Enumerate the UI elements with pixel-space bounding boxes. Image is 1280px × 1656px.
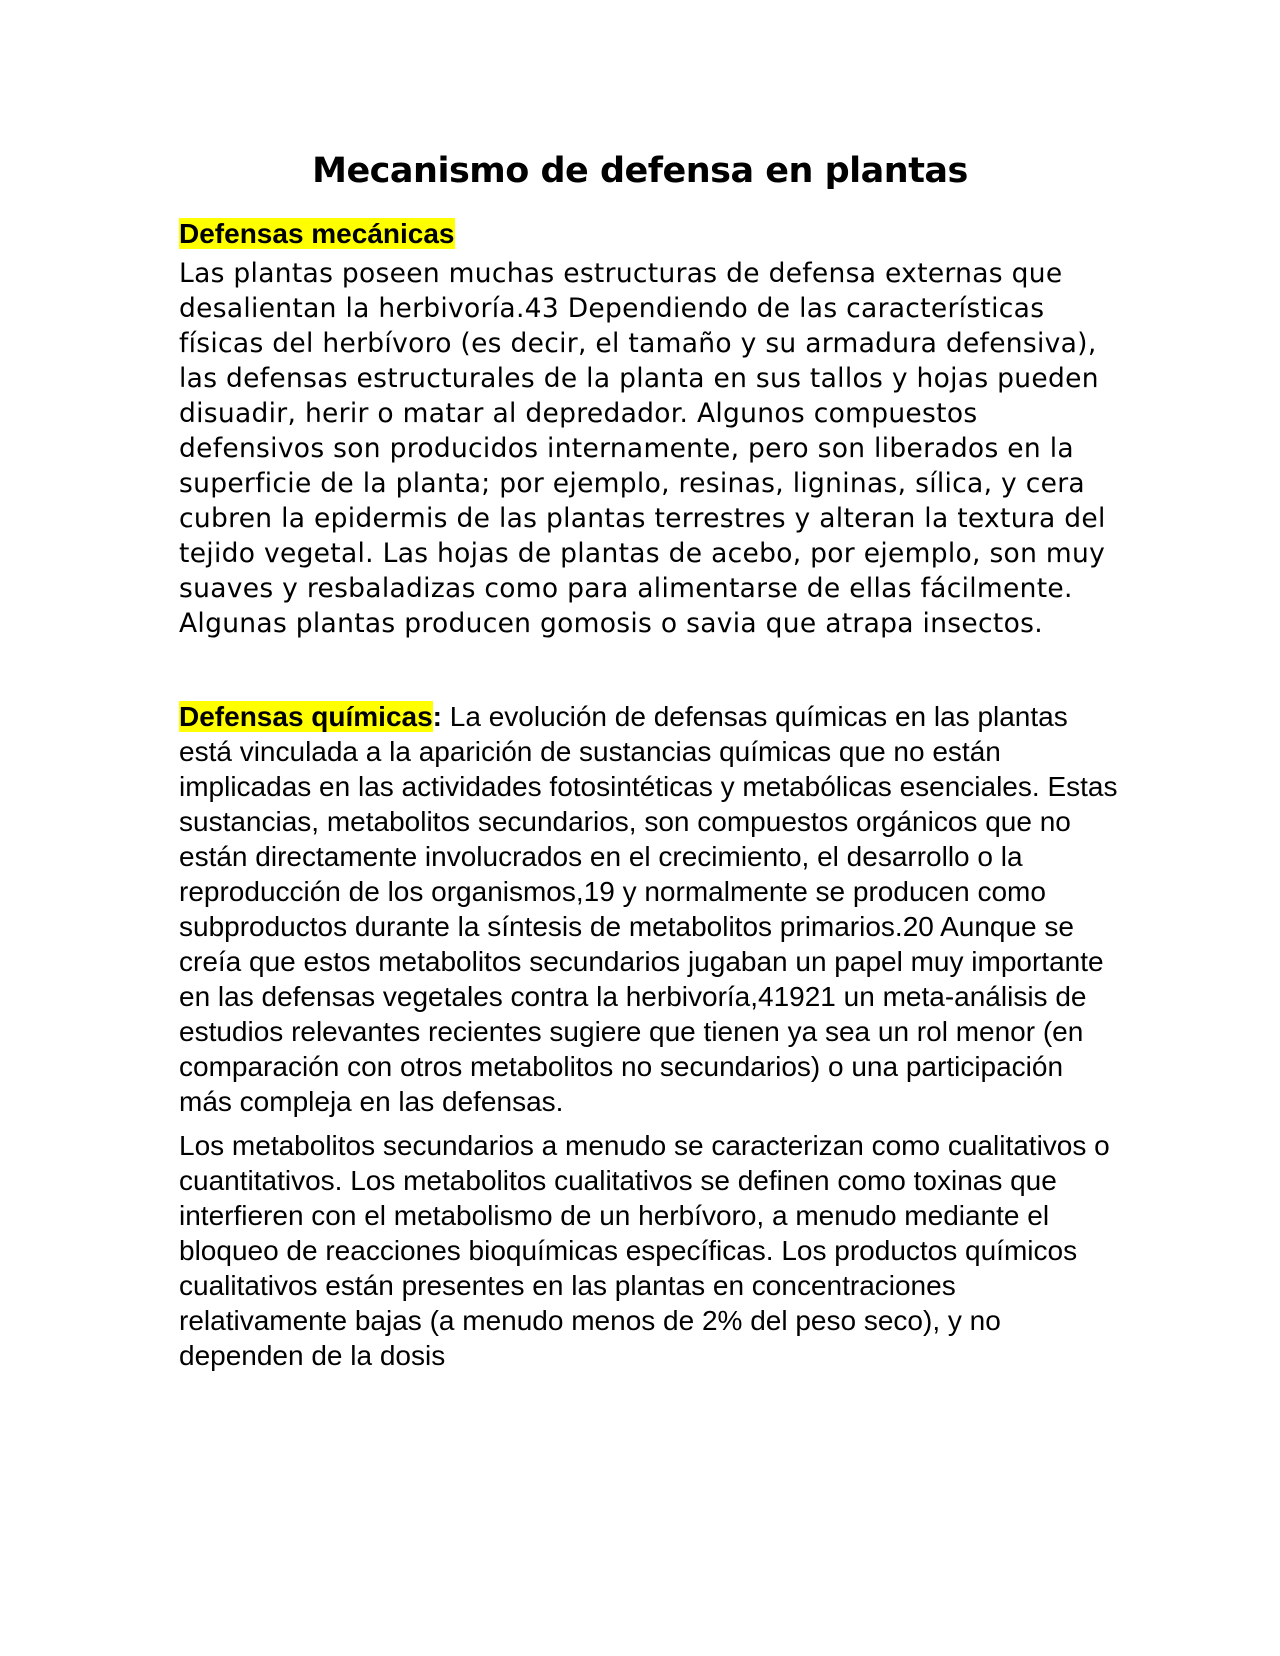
heading-colon: :: [432, 701, 442, 732]
document-title: Mecanismo de defensa en plantas: [312, 151, 968, 191]
highlight-mechanical: Defensas mecánicas: [179, 218, 455, 249]
paragraph-chemical: [179, 699, 1119, 1119]
paragraph-metabolites: Los metabolitos secundarios a menudo se caracterizan como cualitativos o cuantitativos. Los metabolitos cualitativos se definen como toxinas que interfieren con el metabolismo de un herbívoro, a menudo mediante el bloqueo de reacciones bioquímicas específicas. Los productos químicos cualitativos están presentes en las plantas en concentraciones relativamente bajas (a menudo menos de 2% del peso seco), y no dependen de la dosis: [179, 1130, 1110, 1371]
paragraph-chemical-text: La evolución de defensas químicas en las plantas está vinculada a la aparición de sustancias químicas que no están implicadas en las actividades fotosintéticas y metabólicas esenciales. Estas sustancias, metabolitos secundarios, son compuestos orgánicos que no están directamente involucrados en el crecimiento, el desarrollo o la reproducción de los organismos,19 y normalmente se producen como subproductos durante la síntesis de metabolitos primarios.20 Aunque se creía que estos metabolitos secundarios jugaban un papel muy importante en las defensas vegetales contra la herbivoría,41921 un meta-análisis de estudios relevantes recientes sugiere que tienen ya sea un rol menor (en comparación con otros metabolitos no secundarios) o una participación más compleja en las defensas.: [179, 701, 1118, 1117]
document-body: [179, 216, 1119, 1373]
section-heading-mechanical: [179, 216, 455, 252]
highlight-chemical: Defensas químicas: [179, 701, 433, 732]
paragraph-mechanical: Las plantas poseen muchas estructuras de defensa externas que desalientan la herbivoría.43 Dependiendo de las características físicas del herbívoro (es decir, el tamaño y su armadura defensiva), las defensas estructurales de la planta en sus tallos y hojas pueden disuadir, herir o matar al depredador. Algunos compuestos defensivos son producidos internamente, pero son liberados en la superficie de la planta; por ejemplo, resinas, ligninas, sílica, y cera cubren la epidermis de las plantas terrestres y alteran la textura del tejido vegetal. Las hojas de plantas de acebo, por ejemplo, son muy suaves y resbaladizas como para alimentarse de ellas fácilmente. Algunas plantas producen gomosis o savia que atrapa insectos.: [179, 258, 1106, 639]
section-heading-chemical: [179, 701, 442, 732]
